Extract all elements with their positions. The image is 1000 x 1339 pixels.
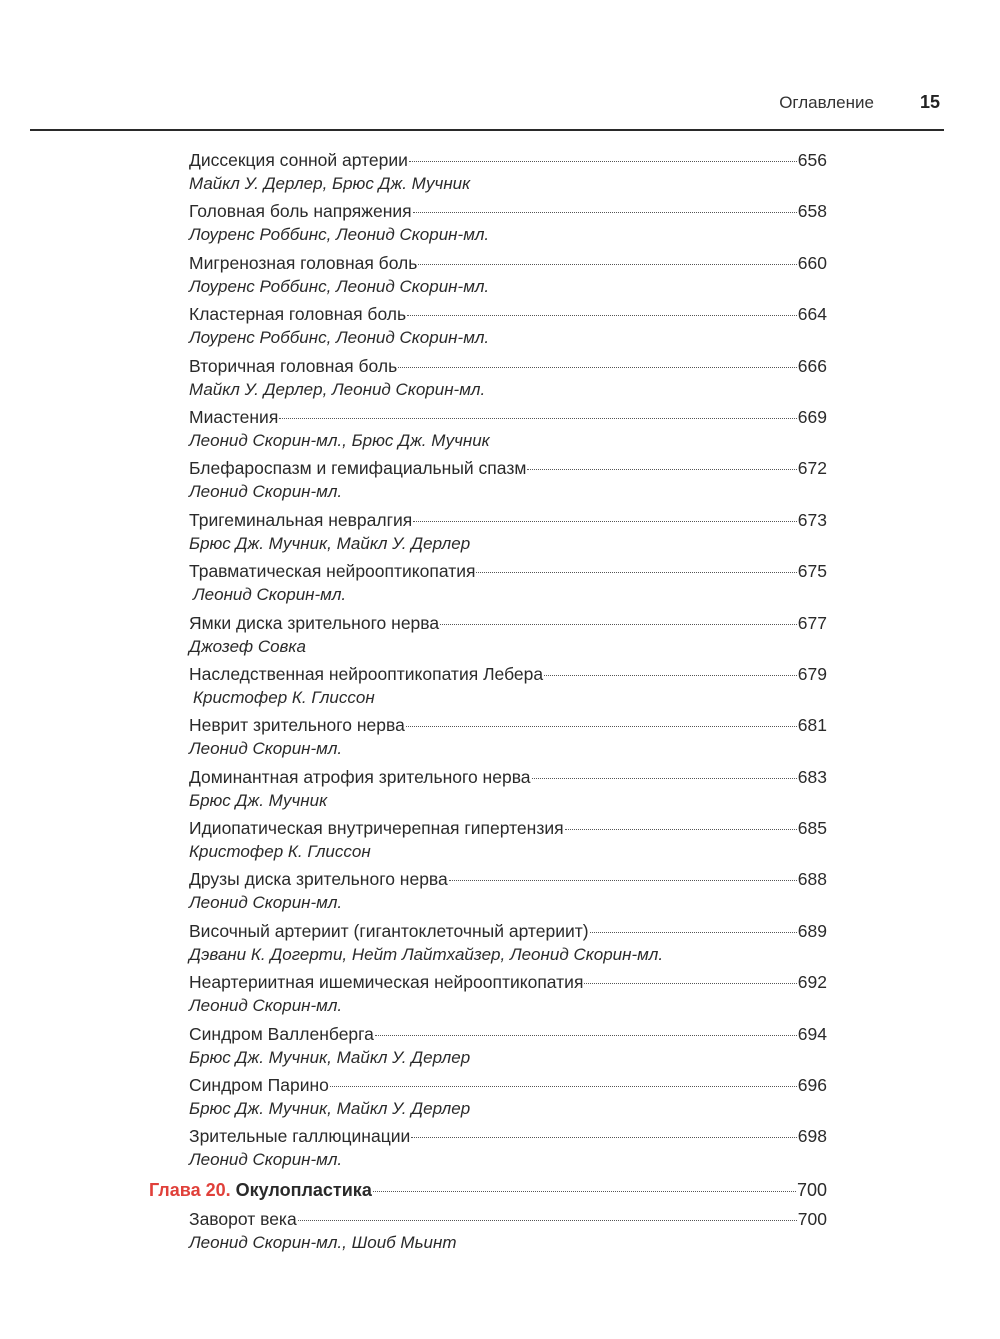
toc-entry (189, 611, 827, 662)
toc-entry-title: Друзы диска зрительного нерва (189, 869, 448, 890)
toc-entry (189, 765, 827, 816)
toc-entry-page: 658 (797, 201, 827, 222)
running-head (779, 92, 940, 113)
toc-entry (189, 1124, 827, 1175)
toc-entry-title: Идиопатическая внутричерепная гипертензия (189, 818, 564, 839)
dot-leader (406, 726, 797, 727)
dot-leader (330, 1086, 797, 1087)
toc-entry (189, 456, 827, 507)
toc-entry (189, 1073, 827, 1124)
toc-entry-authors: Майкл У. Дерлер, Леонид Скорин-мл. (189, 379, 486, 399)
toc-entry-title: Доминантная атрофия зрительного нерва (189, 766, 531, 787)
chapter-heading (149, 1178, 827, 1203)
toc-entry-page: 679 (797, 663, 827, 684)
toc-entry-page: 681 (797, 715, 827, 736)
toc-entry-title: Неартериитная ишемическая нейрооптикопатия (189, 972, 584, 993)
toc-entry-page: 698 (797, 1126, 827, 1147)
toc-entry (189, 816, 827, 867)
dot-leader (590, 932, 797, 933)
dot-leader (409, 161, 797, 162)
toc-entry-title: Синдром Парино (189, 1075, 329, 1096)
toc-entry-title: Заворот века (189, 1209, 297, 1229)
toc-entry-page: 660 (797, 252, 827, 273)
toc-entry (189, 867, 827, 918)
toc-entry-authors: Леонид Скорин-мл. (189, 1150, 343, 1170)
toc-entry-authors: Леонид Скорин-мл., Брюс Дж. Мучник (189, 430, 490, 450)
toc-entry-title: Вторичная головная боль (189, 355, 398, 376)
toc-entry (189, 970, 827, 1021)
toc-entry-page: 696 (797, 1075, 827, 1096)
toc-entry-title: Блефароспазм и гемифациальный спазм (189, 458, 527, 479)
toc-entry-authors: Джозеф Совка (189, 636, 306, 656)
toc-entry-page: 677 (797, 612, 827, 633)
toc-entry (189, 1022, 827, 1073)
chapter-title: Окулопластика (235, 1180, 372, 1200)
toc-entry (189, 559, 827, 610)
toc-entry-title: Неврит зрительного нерва (189, 715, 405, 736)
toc-entry-page: 666 (797, 355, 827, 376)
toc-entry (189, 148, 827, 199)
toc-entry-page: 675 (797, 561, 827, 582)
toc-entry-title: Ямки диска зрительного нерва (189, 612, 440, 633)
dot-leader (279, 418, 796, 419)
toc-entry-page: 683 (797, 766, 827, 787)
toc-entry (189, 662, 827, 713)
toc-entry-title: Кластерная головная боль (189, 304, 407, 325)
toc-entry (189, 713, 827, 764)
toc-entry-title: Головная боль напряжения (189, 201, 412, 222)
dot-leader (440, 624, 797, 625)
toc-entry (189, 199, 827, 250)
toc-entry-authors: Кристофер К. Глиссон (193, 687, 375, 707)
toc-entry (189, 508, 827, 559)
dot-leader (298, 1220, 797, 1221)
toc-entry-page: 688 (797, 869, 827, 890)
toc-entry-page: 669 (797, 406, 827, 427)
toc-entry-authors: Брюс Дж. Мучник (189, 790, 328, 810)
toc-entry-page: 700 (797, 1209, 827, 1229)
dot-leader (411, 1137, 797, 1138)
toc-entry-authors: Леонид Скорин-мл., Шоиб Мьинт (189, 1233, 457, 1252)
toc-entry-authors: Кристофер К. Глиссон (189, 842, 371, 862)
dot-leader (418, 264, 796, 265)
toc-entry-page: 672 (797, 458, 827, 479)
toc-entry-title: Мигренозная головная боль (189, 252, 418, 273)
dot-leader (413, 521, 797, 522)
toc-entry-authors: Брюс Дж. Мучник, Майкл У. Дерлер (189, 1099, 471, 1119)
chapter-label: Глава 20. (149, 1180, 231, 1200)
toc-list (189, 148, 827, 1176)
toc-entry-page: 656 (797, 150, 827, 170)
chapter-page: 700 (796, 1180, 827, 1200)
running-head-section: Оглавление (779, 93, 874, 112)
toc-entry-title: Зрительные галлюцинации (189, 1126, 411, 1147)
toc-entry-title: Наследственная нейрооптикопатия Лебера (189, 663, 544, 684)
toc-entry-title: Синдром Валленберга (189, 1023, 374, 1044)
dot-leader (584, 983, 796, 984)
toc-entry-title: Травматическая нейрооптикопатия (189, 561, 476, 582)
toc-entry-page: 694 (797, 1023, 827, 1044)
chapter-toc-list (189, 1207, 827, 1258)
toc-entry-authors: Леонид Скорин-мл. (189, 996, 343, 1016)
toc-entry-authors: Майкл У. Дерлер, Брюс Дж. Мучник (189, 174, 471, 193)
toc-entry-authors: Леонид Скорин-мл. (193, 585, 347, 605)
dot-leader (375, 1035, 797, 1036)
dot-leader (449, 880, 797, 881)
toc-entry-authors: Брюс Дж. Мучник, Майкл У. Дерлер (189, 1047, 471, 1067)
dot-leader (398, 367, 797, 368)
toc-entry-title: Миастения (189, 406, 279, 427)
running-head-page-number: 15 (919, 92, 940, 112)
toc-entry-page: 664 (797, 304, 827, 325)
dot-leader (413, 212, 797, 213)
dot-leader (544, 675, 797, 676)
toc-entry-authors: Дэвани К. Догерти, Нейт Лайтхайзер, Леонид Скорин-мл. (189, 944, 664, 964)
toc-entry-title: Височный артериит (гигантоклеточный артериит) (189, 920, 589, 941)
toc-entry-authors: Леонид Скорин-мл. (189, 893, 343, 913)
dot-leader (565, 829, 797, 830)
toc-entry (189, 354, 827, 405)
toc-entry-page: 673 (797, 509, 827, 530)
toc-entry-page: 692 (797, 972, 827, 993)
toc-entry-authors: Лоуренс Роббинс, Леонид Скорин-мл. (189, 225, 490, 245)
toc-entry-authors: Лоуренс Роббинс, Леонид Скорин-мл. (189, 276, 490, 296)
dot-leader (373, 1191, 796, 1192)
dot-leader (476, 572, 796, 573)
dot-leader (407, 315, 797, 316)
toc-entry-authors: Лоуренс Роббинс, Леонид Скорин-мл. (189, 328, 490, 348)
toc-entry-page: 689 (797, 920, 827, 941)
toc-entry-title: Диссекция сонной артерии (189, 150, 408, 170)
dot-leader (532, 778, 797, 779)
toc-entry-authors: Леонид Скорин-мл. (189, 739, 343, 759)
toc-entry (189, 405, 827, 456)
toc-entry-page: 685 (797, 818, 827, 839)
dot-leader (527, 469, 796, 470)
toc-entry (189, 251, 827, 302)
header-rule (30, 129, 944, 131)
toc-entry-authors: Брюс Дж. Мучник, Майкл У. Дерлер (189, 533, 471, 553)
toc-entry (189, 919, 827, 970)
toc-entry-authors: Леонид Скорин-мл. (189, 482, 343, 502)
toc-entry (189, 302, 827, 353)
toc-entry (189, 1207, 827, 1258)
toc-entry-title: Тригеминальная невралгия (189, 509, 413, 530)
